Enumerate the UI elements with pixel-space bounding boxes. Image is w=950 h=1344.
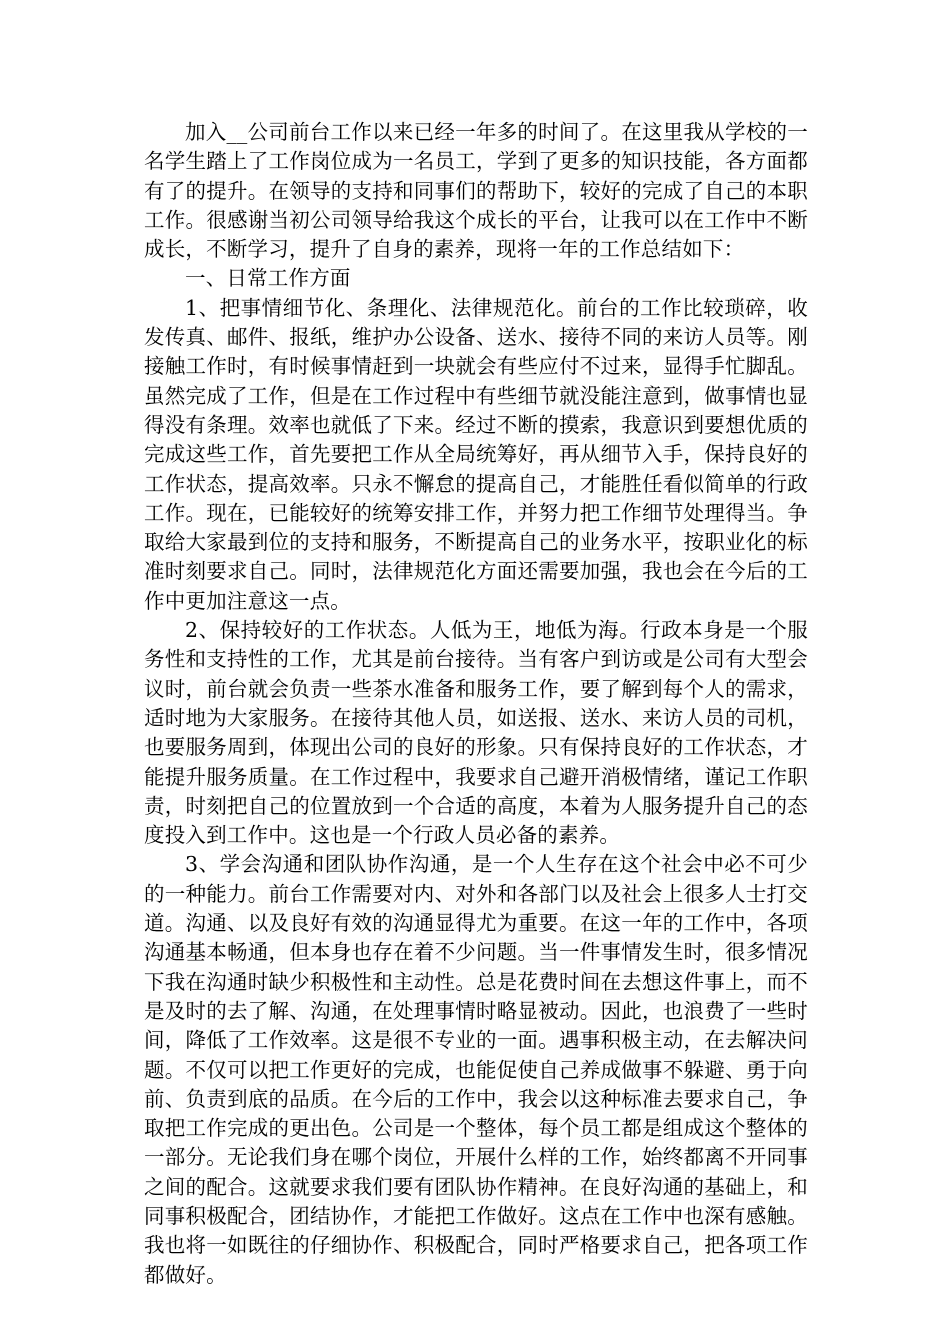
document-body xyxy=(144,118,808,1290)
section-heading-daily-work: 一、日常工作方面 xyxy=(185,266,351,291)
paragraph-item-1: 1、把事情细节化、条理化、法律规范化。前台的工作比较琐碎，收发传真、邮件、报纸，维护办公设备、送水、接待不同的来访人员等。刚接触工作时，有时候事情赶到一块就会有些应付不过来，显得手忙脚乱。虽然完成了工作，但是在工作过程中有些细节就没能注意到，做事情也显得没有条理。效率也就低了下来。经过不断的摸索，我意识到要想优质的完成这些工作，首先要把工作从全局统筹好，再从细节入手，保持良好的工作状态，提高效率。只永不懈怠的提高自己，才能胜任看似简单的行政工作。现在，已能较好的统筹安排工作，并努力把工作细节处理得当。争取给大家最到位的支持和服务，不断提高自己的业务水平，按职业化的标准时刻要求自己。同时，法律规范化方面还需要加强，我也会在今后的工作中更加注意这一点。 xyxy=(144,295,808,613)
paragraph-item-3: 3、学会沟通和团队协作沟通，是一个人生存在这个社会中必不可少的一种能力。前台工作需要对内、对外和各部门以及社会上很多人士打交道。沟通、以及良好有效的沟通显得尤为重要。在这一年的工作中，各项沟通基本畅通，但本身也存在着不少问题。当一件事情发生时，很多情况下我在沟通时缺少积极性和主动性。总是花费时间在去想这件事上，而不是及时的去了解、沟通，在处理事情时略显被动。因此，也浪费了一些时间，降低了工作效率。这是很不专业的一面。遇事积极主动，在去解决问题。不仅可以把工作更好的完成，也能促使自己养成做事不躲避、勇于向前、负责到底的品质。在今后的工作中，我会以这种标准去要求自己，争取把工作完成的更出色。公司是一个整体，每个员工都是组成这个整体的一部分。无论我们身在哪个岗位，开展什么样的工作，始终都离不开同事之间的配合。这就要求我们要有团队协作精神。在良好沟通的基础上，和同事积极配合，团结协作，才能把工作做好。这点在工作中也深有感触。我也将一如既往的仔细协作、积极配合，同时严格要求自己，把各项工作都做好。 xyxy=(144,852,808,1287)
paragraph-item-2: 2、保持较好的工作状态。人低为王，地低为海。行政本身是一个服务性和支持性的工作，尤其是前台接待。当有客户到访或是公司有大型会议时，前台就会负责一些茶水准备和服务工作，要了解到每个人的需求，适时地为大家服务。在接待其他人员，如送报、送水、来访人员的司机，也要服务周到，体现出公司的良好的形象。只有保持良好的工作状态，才能提升服务质量。在工作过程中，我要求自己避开消极情绪，谨记工作职责，时刻把自己的位置放到一个合适的高度，本着为人服务提升自己的态度投入到工作中。这也是一个行政人员必备的素养。 xyxy=(144,618,808,848)
intro-paragraph: 加入__公司前台工作以来已经一年多的时间了。在这里我从学校的一名学生踏上了工作岗位成为一名员工，学到了更多的知识技能，各方面都有了的提升。在领导的支持和同事们的帮助下，较好的完成了自己的本职工作。很感谢当初公司领导给我这个成长的平台，让我可以在工作中不断成长，不断学习，提升了自身的素养，现将一年的工作总结如下： xyxy=(144,120,808,262)
